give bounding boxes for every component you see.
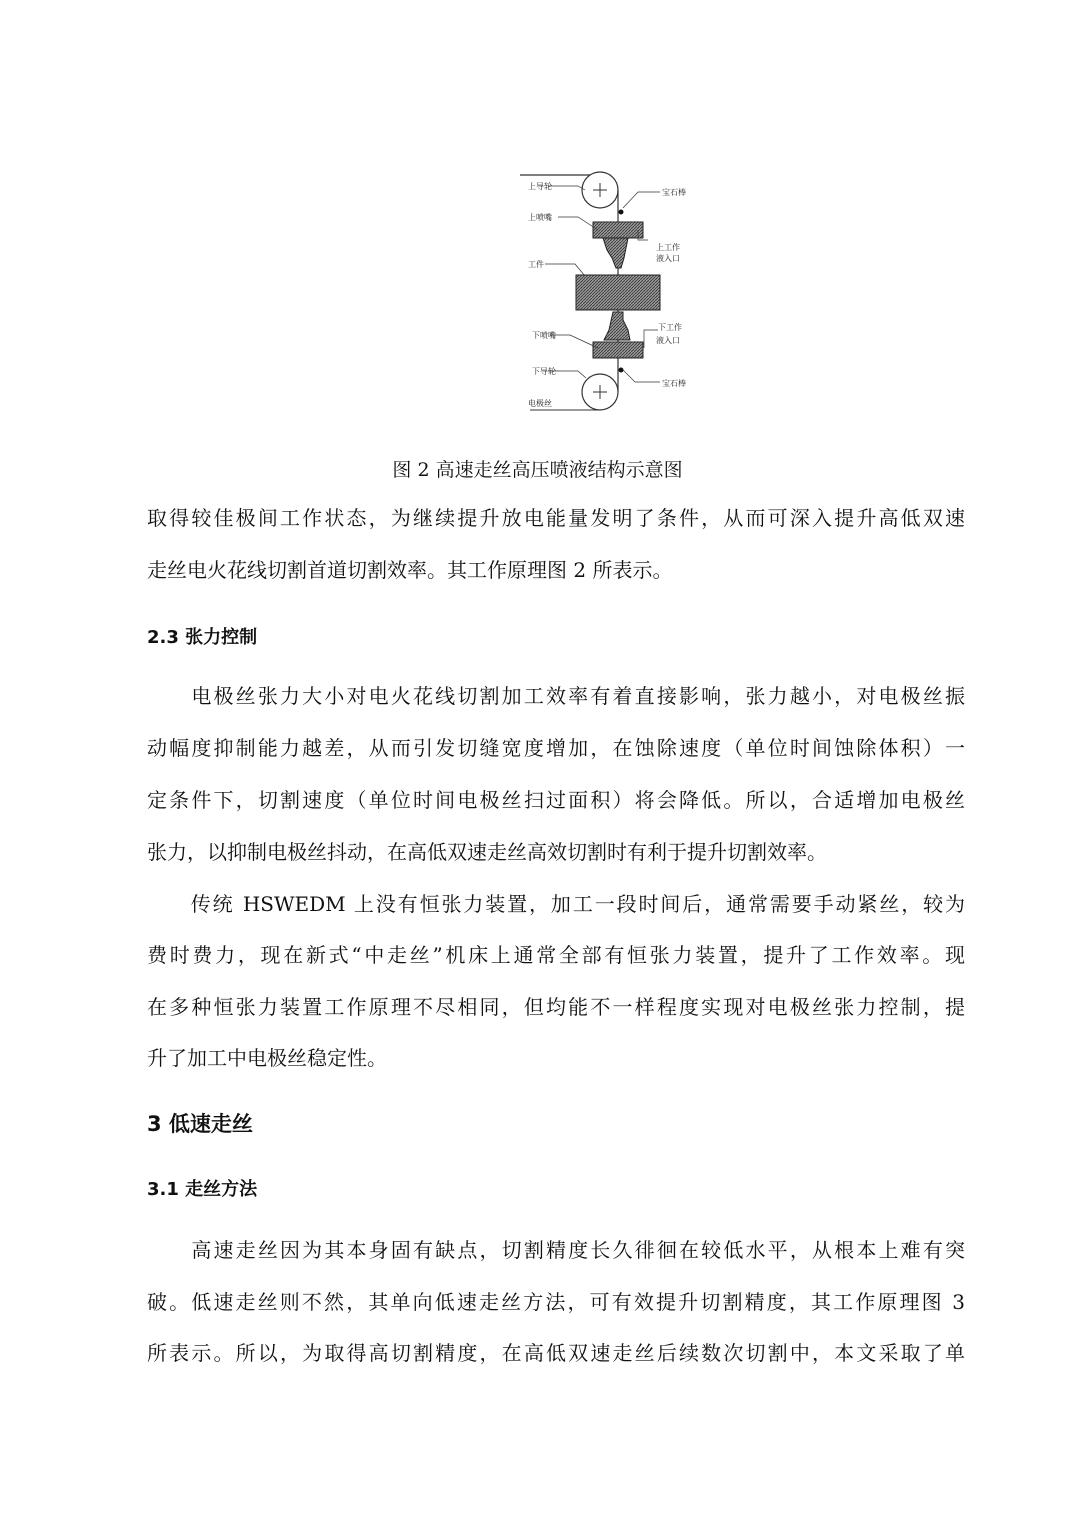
label-jewel-rod-top: 宝石棒 [662,188,686,197]
label-upper-nozzle: 上喷嘴 [528,213,552,222]
label-lower-nozzle: 下喷嘴 [532,331,556,340]
label-jewel-rod-bottom: 宝石棒 [662,379,686,388]
label-lower-inlet-1: 下工作 [658,323,682,332]
paragraph-line: 定条件下，切割速度（单位时间电极丝扫过面积）将会降低。所以，合适增加电极丝 [147,788,965,812]
paragraph-line: 在多种恒张力装置工作原理不尽相同，但均能不一样程度实现对电极丝张力控制，提 [147,995,965,1019]
paragraph-line: 电极丝张力大小对电火花线切割加工效率有着直接影响，张力越小，对电极丝振 [147,684,965,708]
paragraph-line: 升了加工中电极丝稳定性。 [147,1046,387,1070]
label-upper-inlet-1: 上工作 [656,243,680,252]
paragraph-line: 取得较佳极间工作状态，为继续提升放电能量发明了条件，从而可深入提升高低双速 [147,506,965,530]
workpiece [576,275,660,310]
label-lower-inlet-2: 液入口 [656,336,680,345]
label-electrode-wire: 电极丝 [528,399,552,408]
label-workpiece: 工件 [528,260,544,269]
section-heading-3-1: 3.1 走丝方法 [147,1179,258,1200]
figure-caption: 图 2 高速走丝高压喷液结构示意图 [392,459,683,481]
paragraph-line: 高速走丝因为其本身固有缺点，切割精度长久徘徊在较低水平，从根本上难有突 [147,1238,965,1262]
label-lower-guide-wheel: 下导轮 [532,367,556,376]
paragraph-line: 所表示。所以，为取得高切割精度，在高低双速走丝后续数次切割中，本文采取了单 [147,1341,965,1365]
paragraph-line: 传统 HSWEDM 上没有恒张力装置，加工一段时间后，通常需要手动紧丝，较为 [147,892,965,916]
lower-nozzle-body [593,342,643,358]
paragraph-line: 动幅度抑制能力越差，从而引发切缝宽度增加，在蚀除速度（单位时间蚀除体积）一 [147,736,965,760]
label-upper-inlet-2: 液入口 [656,254,680,263]
paragraph-line: 张力，以抑制电极丝抖动，在高低双速走丝高效切割时有利于提升切割效率。 [147,840,827,864]
label-upper-guide-wheel: 上导轮 [528,182,552,191]
paragraph-line: 费时费力，现在新式“中走丝”机床上通常全部有恒张力装置，提升了工作效率。现 [147,943,965,967]
paragraph-line: 走丝电火花线切割首道切割效率。其工作原理图 2 所表示。 [147,558,673,582]
figure-high-pressure-spray-structure [520,160,720,420]
upper-nozzle-body [593,222,643,238]
section-heading-2-3: 2.3 张力控制 [147,627,258,648]
paragraph-line: 破。低速走丝则不然，其单向低速走丝方法，可有效提升切割精度，其工作原理图 3 [147,1290,965,1314]
section-heading-3: 3 低速走丝 [147,1112,253,1136]
